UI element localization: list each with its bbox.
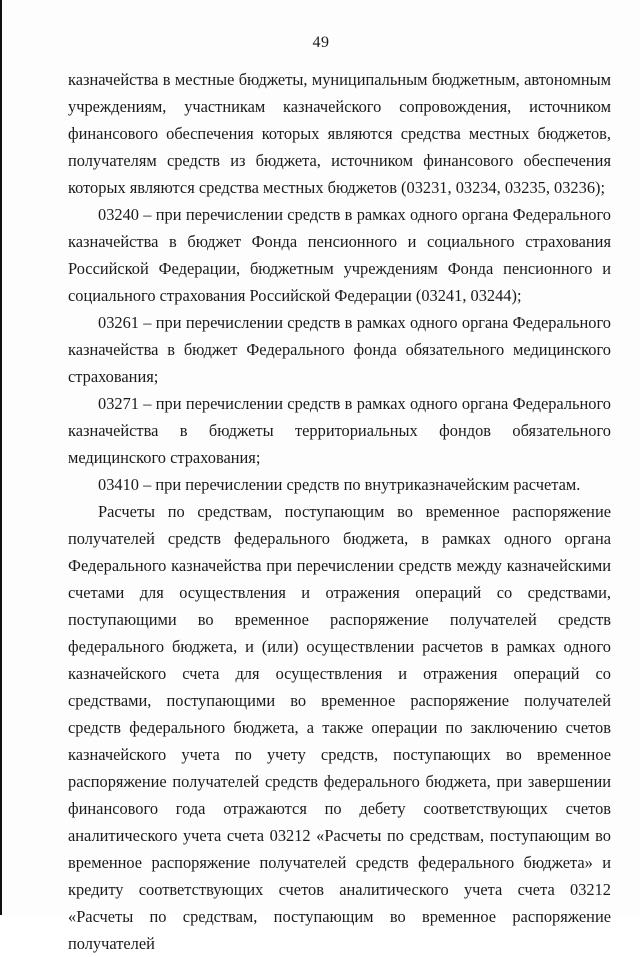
- document-body: [68, 66, 611, 957]
- paragraph-03240: 03240 – при перечислении средств в рамках одного органа Федерального казначейства в бюджет Фонда пенсионного и социального страхования Российской Федерации, бюджетным учреждениям Фонда пенсионного и социального страхования Российской Федерации (03241, 03244);: [68, 205, 611, 305]
- paragraph-continuation: казначейства в местные бюджеты, муниципальным бюджетным, автономным учреждениям, участникам казначейского сопровождения, источником финансового обеспечения которых являются средства местных бюджетов, получателям средств из бюджета, источником финансового обеспечения которых являются средства местных бюджетов (03231, 03234, 03235, 03236);: [68, 70, 611, 197]
- page-number: 49: [312, 34, 330, 51]
- paragraph-03410: 03410 – при перечислении средств по внутриказначейским расчетам.: [98, 475, 581, 494]
- paragraph-settlements: Расчеты по средствам, поступающим во временное распоряжение получателей средств федерального бюджета, в рамках одного органа Федерального казначейства при перечислении средств между казначейскими счетами для осуществления и отражения операций со средствами, поступающими во временное распоряжение получателей средств федерального бюджета, и (или) осуществлении расчетов в рамках одного казначейского счета для осуществления и отражения операций со средствами, поступающими во временное распоряжение получателей средств федерального бюджета, а также операции по заключению счетов казначейского учета по учету средств, поступающих во временное распоряжение получателей средств федерального бюджета, при завершении финансового года отражаются по дебету соответствующих счетов аналитического учета счета 03212 «Расчеты по средствам, поступающим во временное распоряжение получателей средств федерального бюджета» и кредиту соответствующих счетов аналитического учета счета 03212 «Расчеты по средствам, поступающим во временное распоряжение получателей: [68, 502, 611, 953]
- paragraph-03271: 03271 – при перечислении средств в рамках одного органа Федерального казначейства в бюджеты территориальных фондов обязательного медицинского страхования;: [68, 394, 611, 467]
- paragraph-03261: 03261 – при перечислении средств в рамках одного органа Федерального казначейства в бюджет Федерального фонда обязательного медицинского страхования;: [68, 313, 611, 386]
